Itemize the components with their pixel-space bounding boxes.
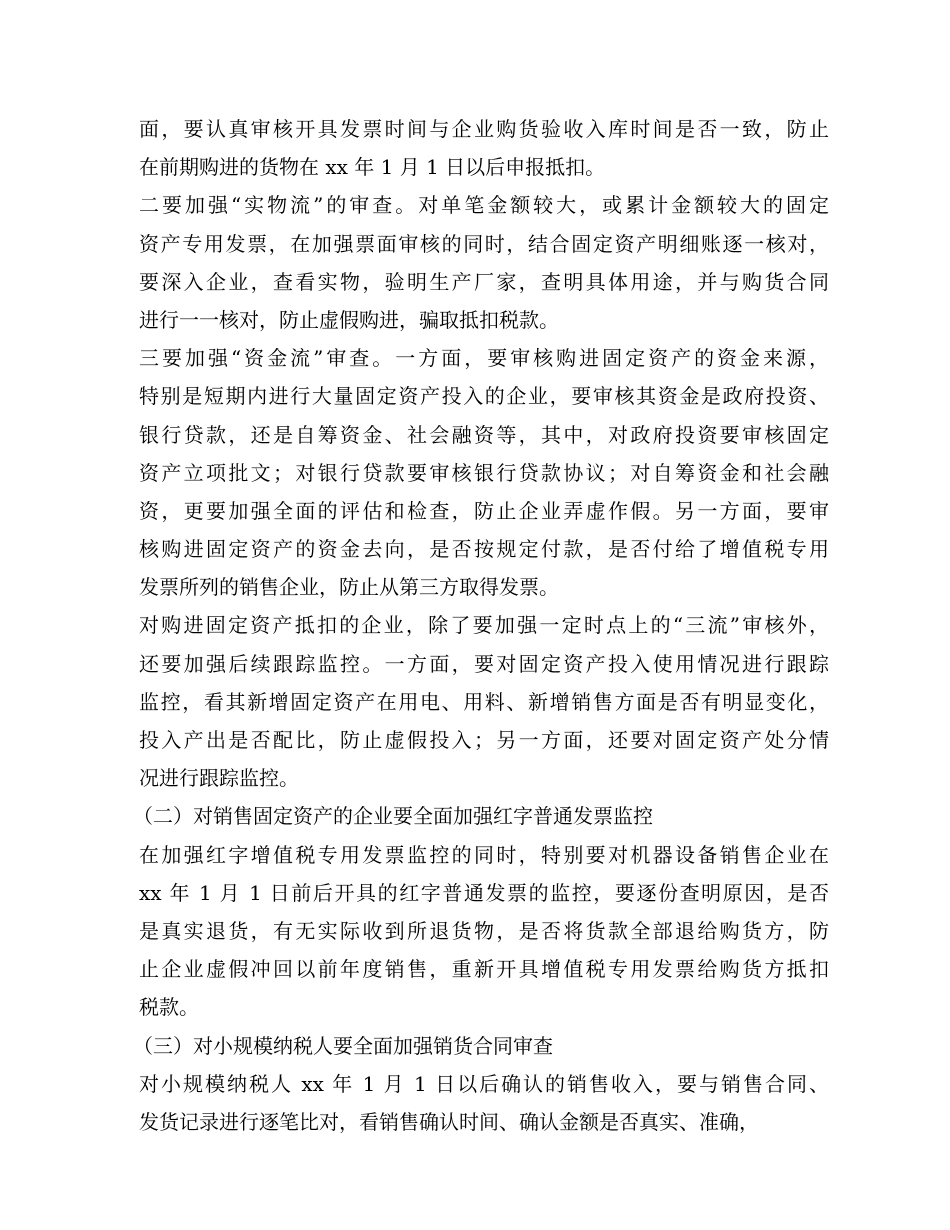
text-line: 二要加强“实物流”的审查。对单笔金额较大，或累计金额较大的固定 [139, 193, 829, 218]
text-line: 特别是短期内进行大量固定资产投入的企业，要审核其资金是政府投资、 [139, 384, 829, 409]
text-line: 发货记录进行逐笔比对，看销售确认时间、确认金额是否真实、准确， [139, 1109, 759, 1134]
text-line: 在前期购进的货物在 xx 年 1 月 1 日以后申报抵扣。 [139, 155, 606, 180]
text-line: 还要加强后续跟踪监控。一方面，要对固定资产投入使用情况进行跟踪 [139, 651, 829, 676]
paragraph [139, 606, 829, 797]
text-line: 在加强红字增值税专用发票监控的同时，特别要对机器设备销售企业在 [139, 842, 829, 867]
text-line: 投入产出是否配比，防止虚假投入；另一方面，还要对固定资产处分情 [139, 728, 829, 752]
paragraph [139, 836, 829, 1027]
text-line: 面，要认真审核开具发票时间与企业购货验收入库时间是否一致，防止 [139, 117, 829, 141]
text-line: 三要加强“资金流”审查。一方面，要审核购进固定资产的资金来源， [139, 346, 829, 371]
text-line: 发票所列的销售企业，防止从第三方取得发票。 [139, 575, 559, 600]
text-line: xx 年 1 月 1 日前后开具的红字普通发票的监控，要逐份查明原因，是否 [139, 880, 829, 905]
paragraph [139, 1065, 829, 1141]
section-heading [133, 1027, 829, 1065]
text-line: 银行贷款，还是自筹资金、社会融资等，其中，对政府投资要审核固定 [139, 422, 829, 447]
text-line: 要深入企业，查看实物，验明生产厂家，查明具体用途，并与购货合同 [139, 269, 829, 294]
text-line: 止企业虚假冲回以前年度销售，重新开具增值税专用发票给购货方抵扣 [139, 957, 829, 982]
text-line: 对小规模纳税人 xx 年 1 月 1 日以后确认的销售收入，要与销售合同、 [139, 1071, 829, 1096]
text-line: 资产立项批文；对银行贷款要审核银行贷款协议；对自筹资金和社会融 [139, 460, 829, 485]
text-line: 对购进固定资产抵扣的企业，除了要加强一定时点上的“三流”审核外， [139, 613, 829, 638]
text-line: 税款。 [139, 995, 199, 1020]
text-line: 资产专用发票，在加强票面审核的同时，结合固定资产明细账逐一核对， [139, 231, 829, 256]
text-line: 监控，看其新增固定资产在用电、用料、新增销售方面是否有明显变化， [139, 689, 829, 714]
paragraph [139, 186, 829, 339]
text-line: 资，更要加强全面的评估和检查，防止企业弄虚作假。另一方面，要审 [139, 498, 829, 523]
text-line: 核购进固定资产的资金去向，是否按规定付款，是否付给了增值税专用 [139, 537, 829, 562]
paragraph [139, 339, 829, 606]
document-body [133, 110, 829, 1141]
section-heading [133, 797, 829, 835]
text-line: 况进行跟踪监控。 [139, 766, 299, 791]
text-line: 是真实退货，有无实际收到所退货物，是否将货款全部退给购货方，防 [139, 918, 829, 943]
text-line: 进行一一核对，防止虚假购进，骗取抵扣税款。 [139, 307, 559, 332]
heading-line: （二）对销售固定资产的企业要全面加强红字普通发票监控 [133, 804, 653, 829]
paragraph [139, 110, 829, 186]
heading-line: （三）对小规模纳税人要全面加强销货合同审查 [133, 1033, 553, 1058]
